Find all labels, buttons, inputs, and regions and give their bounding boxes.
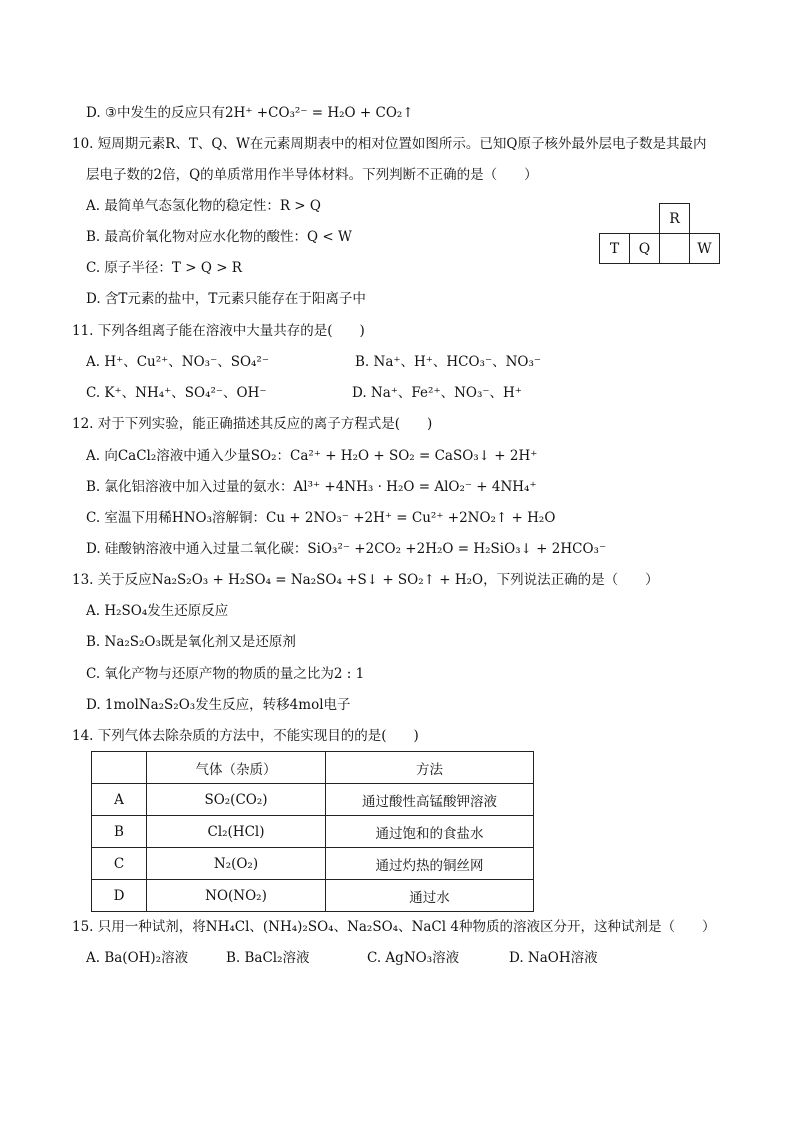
q13-option-a: A. H₂SO₄发生还原反应: [86, 603, 229, 619]
q15-option-a: A. Ba(OH)₂溶液: [86, 950, 189, 966]
table-header-cell: 气体（杂质）: [147, 752, 326, 784]
q11-option-c: C. K⁺、NH₄⁺、SO₄²⁻、OH⁻: [86, 385, 267, 401]
q10-option-d: D. 含T元素的盐中，T元素只能存在于阳离子中: [86, 291, 366, 307]
q9-option-d: D. ③中发生的反应只有2H⁺ +CO₃²⁻ = H₂O + CO₂↑: [86, 105, 414, 121]
gas-cell: SO₂(CO₂): [147, 784, 326, 816]
table-row: [92, 784, 534, 816]
cell-t: T: [600, 234, 630, 264]
cell-q: Q: [630, 234, 660, 264]
row-label: A: [92, 784, 147, 816]
method-cell: 通过酸性高锰酸钾溶液: [326, 784, 534, 816]
row-label: C: [92, 848, 147, 880]
method-cell: 通过灼热的铜丝网: [326, 848, 534, 880]
q10-stem-line1: 10. 短周期元素R、T、Q、W在元素周期表中的相对位置如图所示。已知Q原子核外最外层电子数是其最内: [72, 136, 707, 152]
q12-option-b: B. 氯化铝溶液中加入过量的氨水：Al³⁺ +4NH₃ · H₂O = AlO₂⁻ + 4NH₄⁺: [86, 479, 537, 495]
row-label: D: [92, 880, 147, 912]
periodic-table-fragment: [599, 203, 720, 264]
gas-impurity-table: [91, 751, 534, 912]
row-label: B: [92, 816, 147, 848]
gas-cell: N₂(O₂): [147, 848, 326, 880]
q15-option-c: C. AgNO₃溶液: [367, 950, 460, 966]
table-header-row: [92, 752, 534, 784]
q14-stem: 14. 下列气体去除杂质的方法中，不能实现目的的是( ): [72, 728, 419, 744]
q10-option-b: B. 最高价氧化物对应水化物的酸性：Q < W: [86, 229, 352, 245]
cell-blank: [660, 234, 690, 264]
method-cell: 通过饱和的食盐水: [326, 816, 534, 848]
q11-option-d: D. Na⁺、Fe²⁺、NO₃⁻、H⁺: [352, 385, 522, 401]
q10-stem-line2: 层电子数的2倍，Q的单质常用作半导体材料。下列判断不正确的是（ ）: [86, 167, 538, 183]
q11-stem: 11. 下列各组离子能在溶液中大量共存的是( ): [72, 323, 365, 339]
table-row: [92, 816, 534, 848]
table-row: [92, 848, 534, 880]
method-cell: 通过水: [326, 880, 534, 912]
q12-option-c: C. 室温下用稀HNO₃溶解铜：Cu + 2NO₃⁻ +2H⁺ = Cu²⁺ +2NO₂↑ + H₂O: [86, 510, 556, 526]
gas-cell: NO(NO₂): [147, 880, 326, 912]
cell-r: R: [660, 204, 690, 234]
cell-w: W: [690, 234, 720, 264]
gas-cell: Cl₂(HCl): [147, 816, 326, 848]
q13-option-b: B. Na₂S₂O₃既是氧化剂又是还原剂: [86, 634, 296, 650]
q12-option-d: D. 硅酸钠溶液中通入过量二氧化碳：SiO₃²⁻ +2CO₂ +2H₂O = H₂SiO₃↓ + 2HCO₃⁻: [86, 541, 607, 557]
q13-option-d: D. 1molNa₂S₂O₃发生反应，转移4mol电子: [86, 697, 351, 713]
q15-stem: 15. 只用一种试剂，将NH₄Cl、(NH₄)₂SO₄、Na₂SO₄、NaCl 4种物质的溶液区分开，这种试剂是（ ）: [72, 919, 716, 935]
q12-stem: 12. 对于下列实验，能正确描述其反应的离子方程式是( ): [72, 416, 433, 432]
q11-option-a: A. H⁺、Cu²⁺、NO₃⁻、SO₄²⁻: [86, 354, 269, 370]
table-header-cell: 方法: [326, 752, 534, 784]
q10-option-c: C. 原子半径：T > Q > R: [86, 260, 242, 276]
q11-option-b: B. Na⁺、H⁺、HCO₃⁻、NO₃⁻: [355, 354, 542, 370]
q13-option-c: C. 氧化产物与还原产物的物质的量之比为2 : 1: [86, 666, 365, 682]
table-header-cell: [92, 752, 147, 784]
q10-option-a: A. 最简单气态氢化物的稳定性：R > Q: [86, 198, 321, 214]
q12-option-a: A. 向CaCl₂溶液中通入少量SO₂：Ca²⁺ + H₂O + SO₂ = CaSO₃↓ + 2H⁺: [86, 448, 538, 464]
table-row: [92, 880, 534, 912]
q15-option-b: B. BaCl₂溶液: [226, 950, 310, 966]
q15-option-d: D. NaOH溶液: [509, 950, 598, 966]
q13-stem: 13. 关于反应Na₂S₂O₃ + H₂SO₄ = Na₂SO₄ +S↓ + SO₂↑ + H₂O，下列说法正确的是（ ）: [72, 572, 659, 588]
